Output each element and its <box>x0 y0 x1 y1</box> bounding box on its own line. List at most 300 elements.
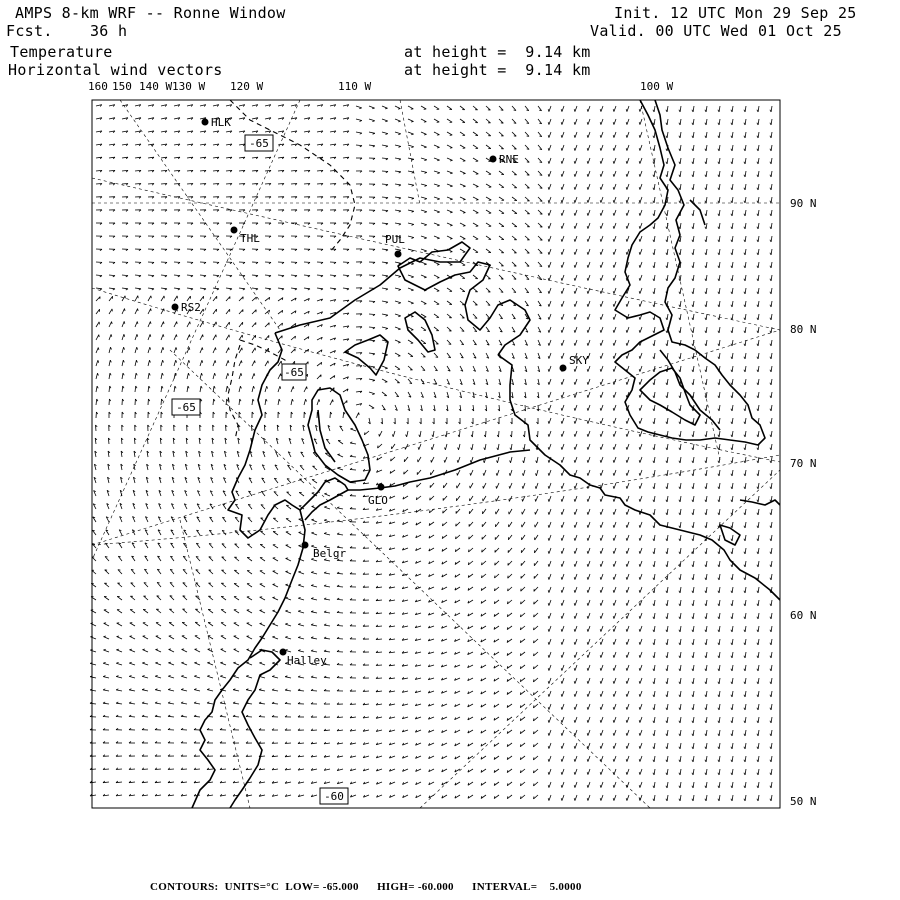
wind-vector-head <box>626 109 627 111</box>
wind-vector-head <box>613 499 614 501</box>
wind-vector <box>732 639 733 645</box>
wind-vector-head <box>587 369 588 371</box>
wind-vector-head <box>561 291 562 293</box>
wind-vector <box>627 496 629 502</box>
wind-vector-head <box>240 399 241 401</box>
wind-vector <box>161 322 164 327</box>
wind-vector-head <box>770 630 771 632</box>
wind-vector-head <box>600 434 601 436</box>
wind-vector-head <box>757 266 758 268</box>
wind-vector <box>640 678 642 684</box>
wind-vector <box>109 334 111 340</box>
wind-vector-head <box>639 551 640 553</box>
wind-vector-head <box>757 526 758 528</box>
wind-vector-head <box>679 604 680 606</box>
wind-vector-head <box>666 669 667 671</box>
wind-vector-head <box>216 348 217 351</box>
wind-vector-head <box>613 642 614 644</box>
wind-vector-head <box>757 357 758 359</box>
wind-vector-head <box>424 304 426 305</box>
wind-vector-head <box>744 617 745 619</box>
wind-vector-head <box>523 448 524 450</box>
wind-vector <box>104 583 109 587</box>
wind-vector <box>460 288 465 292</box>
wind-vector <box>549 223 551 229</box>
wind-vector <box>588 691 590 697</box>
wind-vector-head <box>626 577 627 579</box>
wind-vector <box>395 171 401 172</box>
wind-vector <box>130 636 135 639</box>
wind-vector-head <box>613 603 614 605</box>
wind-vector <box>758 379 759 385</box>
wind-vector <box>614 613 616 619</box>
wind-vector <box>421 353 425 357</box>
wind-vector <box>771 574 772 580</box>
wind-vector <box>588 340 590 346</box>
wind-vector-head <box>548 187 549 189</box>
wind-vector <box>200 360 202 366</box>
wind-vector-head <box>626 148 627 150</box>
wind-vector-head <box>587 668 588 670</box>
wind-vector <box>549 171 551 177</box>
wind-vector <box>693 379 694 385</box>
wind-vector-head <box>718 708 719 710</box>
wind-vector-head <box>653 565 654 567</box>
wind-vector-head <box>718 461 719 463</box>
wind-vector <box>640 665 642 671</box>
wind-vector-head <box>718 331 719 333</box>
wind-vector-head <box>587 304 588 306</box>
wind-vector-head <box>613 343 614 345</box>
wind-vector-head <box>220 675 222 676</box>
wind-vector-head <box>770 162 771 164</box>
wind-vector <box>640 379 642 385</box>
wind-vector-head <box>587 590 588 592</box>
wind-vector <box>640 249 642 255</box>
wind-vector <box>640 587 642 593</box>
wind-vector <box>706 210 707 216</box>
wind-vector-head <box>574 382 575 384</box>
wind-vector <box>667 132 668 138</box>
wind-vector-head <box>463 200 466 201</box>
wind-vector <box>654 561 655 567</box>
wind-vector <box>187 275 193 276</box>
wind-vector <box>562 314 564 320</box>
wind-vector-head <box>163 360 164 362</box>
wind-vector-head <box>653 409 654 411</box>
wind-vector <box>562 132 564 138</box>
wind-vector-head <box>163 347 164 349</box>
wind-vector-head <box>92 544 94 545</box>
wind-vector <box>499 249 504 253</box>
wind-vector <box>601 327 603 333</box>
wind-vector-head <box>679 318 680 320</box>
wind-vector-head <box>587 694 588 696</box>
wind-vector <box>654 158 655 164</box>
wind-vector-head <box>731 110 732 112</box>
wind-vector-head <box>639 421 640 423</box>
wind-vector <box>408 184 414 185</box>
wind-vector <box>693 704 694 710</box>
wind-vector-head <box>718 318 719 320</box>
wind-vector-head <box>350 428 352 429</box>
wind-vector <box>601 470 603 476</box>
wind-vector-head <box>386 263 388 264</box>
wind-vector <box>511 457 512 463</box>
wind-vector-head <box>679 526 680 528</box>
wind-vector <box>719 600 720 606</box>
wind-vector <box>693 561 694 567</box>
wind-vector-head <box>705 500 706 502</box>
wind-vector <box>640 366 642 372</box>
wind-vector <box>511 444 512 450</box>
wind-vector <box>693 600 694 606</box>
wind-vector <box>758 457 759 463</box>
wind-vector-head <box>744 279 745 281</box>
wind-vector-head <box>744 149 745 151</box>
wind-vector <box>187 360 189 366</box>
wind-vector-head <box>666 552 667 554</box>
wind-vector <box>771 119 772 125</box>
wind-vector-head <box>272 689 274 690</box>
wind-vector <box>601 249 603 255</box>
wind-vector-head <box>311 611 313 612</box>
wind-vector <box>161 373 162 379</box>
wind-vector <box>338 441 343 445</box>
wind-vector-head <box>587 642 588 644</box>
wind-vector <box>706 223 707 229</box>
wind-vector <box>732 249 733 255</box>
wind-vector <box>588 626 590 632</box>
wind-vector-head <box>398 109 400 110</box>
wind-vector <box>719 548 720 554</box>
wind-vector <box>447 301 452 305</box>
wind-vector <box>209 583 214 587</box>
wind-vector-head <box>475 318 478 319</box>
wind-vector-head <box>666 565 667 567</box>
wind-vector-head <box>194 675 196 676</box>
wind-vector-head <box>692 123 693 125</box>
wind-vector <box>549 184 551 190</box>
wind-vector-head <box>254 373 255 375</box>
wind-vector <box>693 132 694 138</box>
wind-vector-head <box>744 565 745 567</box>
wind-vector-head <box>744 682 745 684</box>
wind-vector-head <box>208 649 210 650</box>
wind-vector-head <box>666 396 667 398</box>
wind-vector-head <box>522 486 523 488</box>
wind-vector <box>473 184 478 187</box>
wind-vector-head <box>207 662 210 663</box>
wind-vector-head <box>757 136 758 138</box>
wind-vector <box>627 587 629 593</box>
wind-vector-head <box>574 187 575 189</box>
wind-vector <box>286 519 291 522</box>
wind-vector <box>356 145 362 146</box>
wind-vector <box>614 574 616 580</box>
wind-vector-head <box>718 474 719 476</box>
wind-vector-head <box>653 253 654 255</box>
wind-vector <box>680 613 681 619</box>
wind-vector <box>680 626 681 632</box>
wind-vector-head <box>666 279 667 281</box>
wind-vector-head <box>587 603 588 605</box>
wind-vector <box>148 322 150 328</box>
wind-vector-head <box>757 279 758 281</box>
wind-vector-head <box>626 642 627 644</box>
wind-vector-head <box>272 676 274 677</box>
wind-vector <box>549 106 551 112</box>
wind-vector-head <box>548 395 549 397</box>
wind-vector-head <box>574 239 575 241</box>
wind-vector-head <box>298 624 300 625</box>
wind-vector-head <box>419 435 420 437</box>
wind-vector-head <box>194 702 196 703</box>
wind-vector <box>286 545 291 548</box>
wind-vector <box>421 301 426 304</box>
wind-vector <box>667 470 668 476</box>
wind-vector <box>473 171 478 174</box>
wind-vector-head <box>600 642 601 644</box>
wind-vector <box>285 611 291 613</box>
wind-vector <box>680 158 681 164</box>
wind-vector <box>693 652 694 658</box>
wind-vector <box>575 314 577 320</box>
wind-vector-head <box>497 448 498 450</box>
wind-vector <box>575 509 577 515</box>
wind-vector-head <box>169 649 171 650</box>
wind-vector <box>497 470 499 476</box>
wind-vector <box>343 275 349 276</box>
wind-vector-head <box>522 473 523 475</box>
wind-vector <box>719 704 720 710</box>
wind-vector-head <box>574 135 575 137</box>
wind-vector-head <box>666 318 667 320</box>
wind-vector-head <box>548 304 549 306</box>
wind-vector <box>220 663 226 665</box>
wind-vector <box>549 236 551 242</box>
wind-vector-head <box>600 707 601 709</box>
wind-vector-head <box>202 348 203 350</box>
wind-vector <box>447 119 452 122</box>
wind-vector <box>234 597 239 600</box>
wind-vector <box>627 340 629 346</box>
wind-vector <box>537 457 538 463</box>
wind-vector <box>161 386 162 392</box>
wind-vector <box>654 626 655 632</box>
wind-vector <box>562 353 564 359</box>
wind-vector <box>499 431 500 437</box>
wind-vector <box>447 197 453 199</box>
wind-vector-head <box>639 395 640 397</box>
wind-vector-head <box>411 317 414 318</box>
wind-vector <box>549 691 551 697</box>
wind-vector-head <box>731 279 732 281</box>
wind-vector <box>135 360 136 366</box>
wind-vector-head <box>116 689 118 690</box>
wind-vector-head <box>124 334 125 336</box>
wind-vector-head <box>705 292 706 294</box>
wind-vector <box>312 520 318 522</box>
wind-vector-head <box>626 629 627 631</box>
wind-vector <box>732 600 733 606</box>
wind-vector-head <box>450 173 452 174</box>
wind-vector-head <box>600 291 601 293</box>
wind-vector <box>408 275 414 277</box>
wind-vector-head <box>561 330 562 332</box>
wind-vector-head <box>587 252 588 254</box>
wind-vector <box>601 665 603 671</box>
wind-vector <box>627 600 629 606</box>
wind-vector-head <box>600 616 601 618</box>
wind-vector <box>195 622 200 626</box>
wind-vector-head <box>718 357 719 359</box>
wind-vector-head <box>285 636 287 637</box>
wind-vector-head <box>228 373 229 375</box>
wind-vector <box>654 444 655 450</box>
wind-vector-head <box>705 448 706 450</box>
wind-vector-head <box>639 434 640 436</box>
wind-vector <box>654 574 655 580</box>
wind-vector-head <box>311 637 313 638</box>
wind-vector <box>260 571 265 574</box>
wind-vector-head <box>639 707 640 709</box>
wind-vector <box>459 444 460 450</box>
wind-vector-head <box>613 408 614 410</box>
wind-vector-head <box>666 578 667 580</box>
wind-vector-head <box>450 160 453 161</box>
wind-vector <box>109 347 111 353</box>
wind-vector <box>324 586 330 587</box>
wind-vector-head <box>718 123 719 125</box>
wind-vector <box>693 288 694 294</box>
forecast-hour: Fcst. 36 h <box>6 22 128 40</box>
wind-vector <box>260 624 265 627</box>
wind-vector <box>654 132 655 138</box>
wind-vector-head <box>626 226 627 228</box>
wind-vector <box>614 366 616 372</box>
wind-vector <box>96 309 100 314</box>
wind-vector-head <box>138 309 139 311</box>
wind-vector-head <box>292 399 293 401</box>
wind-vector-head <box>548 291 549 293</box>
wind-vector-head <box>731 253 732 255</box>
wind-vector-head <box>574 642 575 644</box>
wind-vector <box>549 392 551 398</box>
wind-vector-head <box>574 330 575 332</box>
wind-vector <box>719 652 720 658</box>
wind-vector-head <box>298 689 300 690</box>
wind-vector <box>122 334 124 340</box>
wind-vector <box>693 678 694 684</box>
wind-vector <box>680 678 681 684</box>
wind-vector-head <box>561 304 562 306</box>
wind-vector-head <box>692 162 693 164</box>
wind-vector <box>706 171 707 177</box>
wind-vector-head <box>463 186 465 187</box>
wind-vector <box>148 373 149 379</box>
wind-vector-head <box>286 558 289 559</box>
wind-vector-head <box>653 630 654 632</box>
wind-vector-head <box>324 611 326 612</box>
wind-vector <box>693 301 694 307</box>
wind-vector <box>549 366 551 372</box>
wind-vector-head <box>679 188 680 190</box>
wind-vector-head <box>692 344 693 346</box>
wind-vector <box>601 431 603 437</box>
wind-vector <box>654 496 655 502</box>
wind-vector-head <box>705 266 706 268</box>
wind-vector <box>200 335 203 340</box>
wind-vector-head <box>129 689 131 690</box>
wind-vector <box>667 509 668 515</box>
wind-vector-head <box>770 604 771 606</box>
wind-vector-head <box>653 149 654 151</box>
wind-vector-head <box>600 278 601 280</box>
wind-vector-head <box>514 292 516 293</box>
wind-vector-head <box>718 487 719 489</box>
wind-vector-head <box>626 616 627 618</box>
wind-vector <box>486 431 487 437</box>
wind-vector-head <box>757 175 758 177</box>
wind-vector <box>499 197 504 200</box>
wind-vector-head <box>587 343 588 345</box>
wind-vector <box>109 275 115 276</box>
wind-vector <box>640 210 642 216</box>
wind-vector <box>614 197 616 203</box>
wind-vector-head <box>770 682 771 684</box>
wind-vector <box>337 613 343 614</box>
wind-vector <box>434 158 440 160</box>
wind-vector-head <box>770 227 771 229</box>
wind-vector-head <box>162 386 163 388</box>
wind-vector-head <box>744 110 745 112</box>
wind-vector-head <box>653 422 654 424</box>
wind-vector <box>252 275 258 276</box>
wind-vector <box>758 548 759 554</box>
wind-vector <box>667 600 668 606</box>
wind-vector-head <box>731 201 732 203</box>
wind-vector-head <box>613 577 614 579</box>
wind-vector <box>471 457 473 463</box>
wind-vector-head <box>653 331 654 333</box>
wind-vector-head <box>587 174 588 176</box>
wind-vector <box>588 288 590 294</box>
wind-vector <box>562 418 564 424</box>
wind-vector <box>680 314 681 320</box>
wind-vector <box>706 145 707 151</box>
wind-vector-head <box>626 538 627 540</box>
wind-vector <box>640 223 642 229</box>
wind-vector-head <box>535 486 536 488</box>
wind-vector-head <box>334 289 336 290</box>
wind-vector-head <box>731 136 732 138</box>
wind-vector-head <box>718 604 719 606</box>
wind-vector-head <box>424 160 426 161</box>
wind-vector-head <box>574 395 575 397</box>
wind-vector <box>272 703 278 704</box>
wind-vector <box>369 353 375 354</box>
wind-vector-head <box>692 331 693 333</box>
wind-vector <box>135 288 141 289</box>
wind-vector-head <box>98 348 99 350</box>
wind-vector <box>116 650 122 652</box>
wind-vector-head <box>118 570 121 571</box>
wind-vector-head <box>150 360 151 362</box>
wind-vector-head <box>282 323 283 326</box>
wind-vector-head <box>679 448 680 450</box>
wind-vector <box>693 236 694 242</box>
